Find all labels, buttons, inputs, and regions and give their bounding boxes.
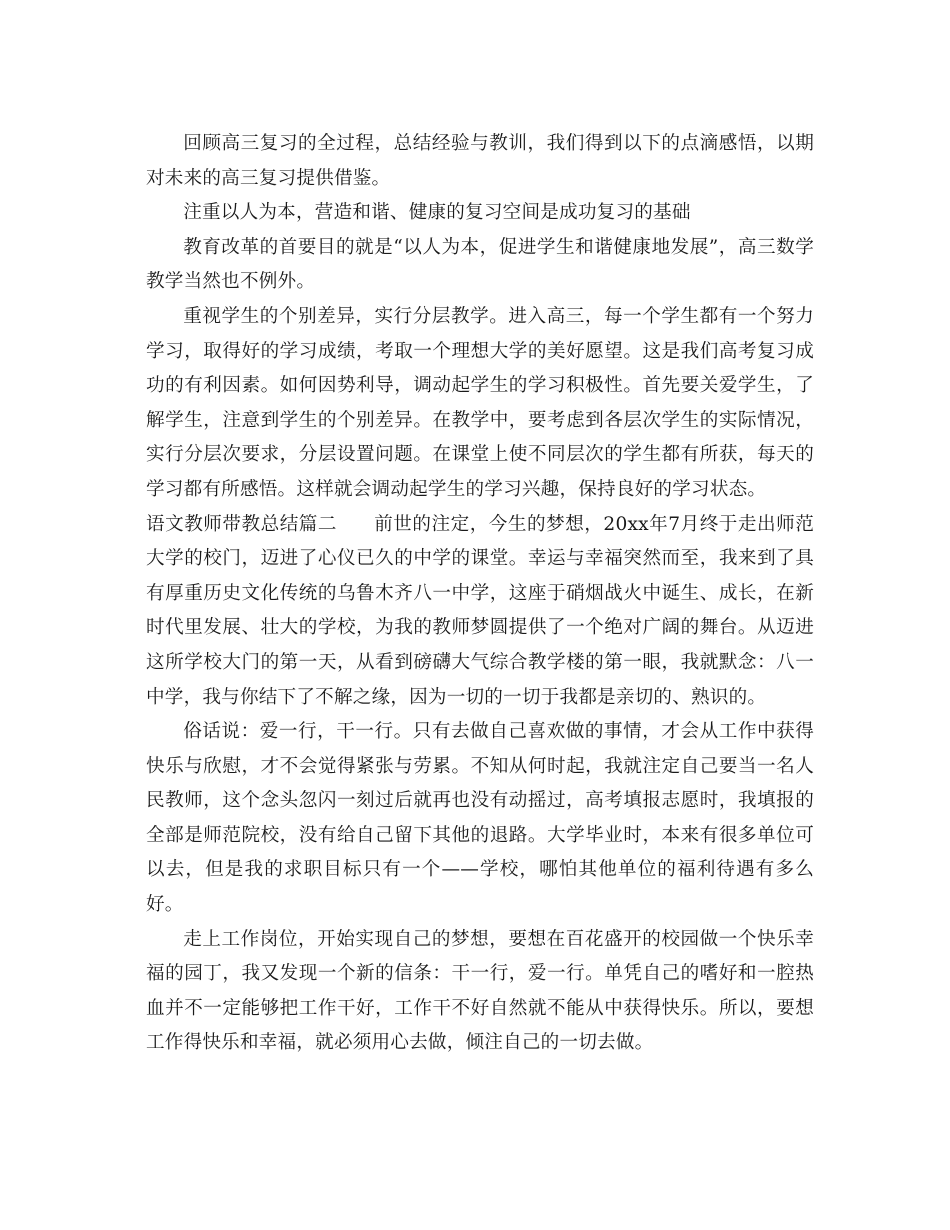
paragraph-new-creed: 走上工作岗位，开始实现自己的梦想，要想在百花盛开的校园做一个快乐幸福的园丁，我又发现一个新的信条：干一行，爱一行。单凭自己的嗜好和一腔热血并不一定能够把工作干好，工作干不好自然就不能从中获得快乐。所以，要想工作得快乐和幸福，就必须用心去做，倾注自己的一切去做。 bbox=[146, 928, 814, 1054]
paragraph-layered-teaching: 重视学生的个别差异，实行分层教学。进入高三，每一个学生都有一个努力学习，取得好的学习成绩，考取一个理想大学的美好愿望。这是我们高考复习成功的有利因素。如何因势利导，调动起学生的学习积极性。首先要关爱学生，了解学生，注意到学生的个别差异。在教学中，要考虑到各层次学生的实际情况，实行分层次要求，分层设置问题。在课堂上使不同层次的学生都有所获，每天的学习都有所感悟。这样就会调动起学生的学习兴趣，保持良好的学习状态。 bbox=[146, 305, 814, 500]
paragraph-love-the-job: 俗话说：爱一行，干一行。只有去做自己喜欢做的事情，才会从工作中获得快乐与欣慰，才不会觉得紧张与劳累。不知从何时起，我就注定自己要当一名人民教师，这个念头忽闪一刻过后就再也没有动摇过，高考填报志愿时，我填报的全部是师范院校，没有给自己留下其他的退路。大学毕业时，本来有很多单位可以去，但是我的求职目标只有一个——学校，哪怕其他单位的福利待遇有多么好。 bbox=[146, 721, 814, 916]
section-title: 语文教师带教总结篇二 bbox=[146, 513, 338, 535]
paragraph-education-reform: 教育改革的首要目的就是“以人为本，促进学生和谐健康地发展”，高三数学教学当然也不例外。 bbox=[146, 236, 814, 293]
section-first-paragraph: 前世的注定，今生的梦想，20xx年7月终于走出师范大学的校门，迈进了心仪已久的中学的课堂。幸运与幸福突然而至，我来到了具有厚重历史文化传统的乌鲁木齐八一中学，这座于硝烟战火中诞生、成长，在新时代里发展、壮大的学校，为我的教师梦圆提供了一个绝对广阔的舞台。从迈进这所学校大门的第一天，从看到磅礴大气综合教学楼的第一眼，我就默念：八一中学，我与你结下了不解之缘，因为一切的一切于我都是亲切的、熟识的。 bbox=[146, 513, 814, 708]
section-two bbox=[146, 508, 814, 716]
document-body bbox=[146, 127, 814, 1061]
paragraph-intro: 回顾高三复习的全过程，总结经验与教训，我们得到以下的点滴感悟，以期对未来的高三复习提供借鉴。 bbox=[146, 133, 814, 189]
paragraph-subheading: 注重以人为本，营造和谐、健康的复习空间是成功复习的基础 bbox=[183, 202, 691, 224]
